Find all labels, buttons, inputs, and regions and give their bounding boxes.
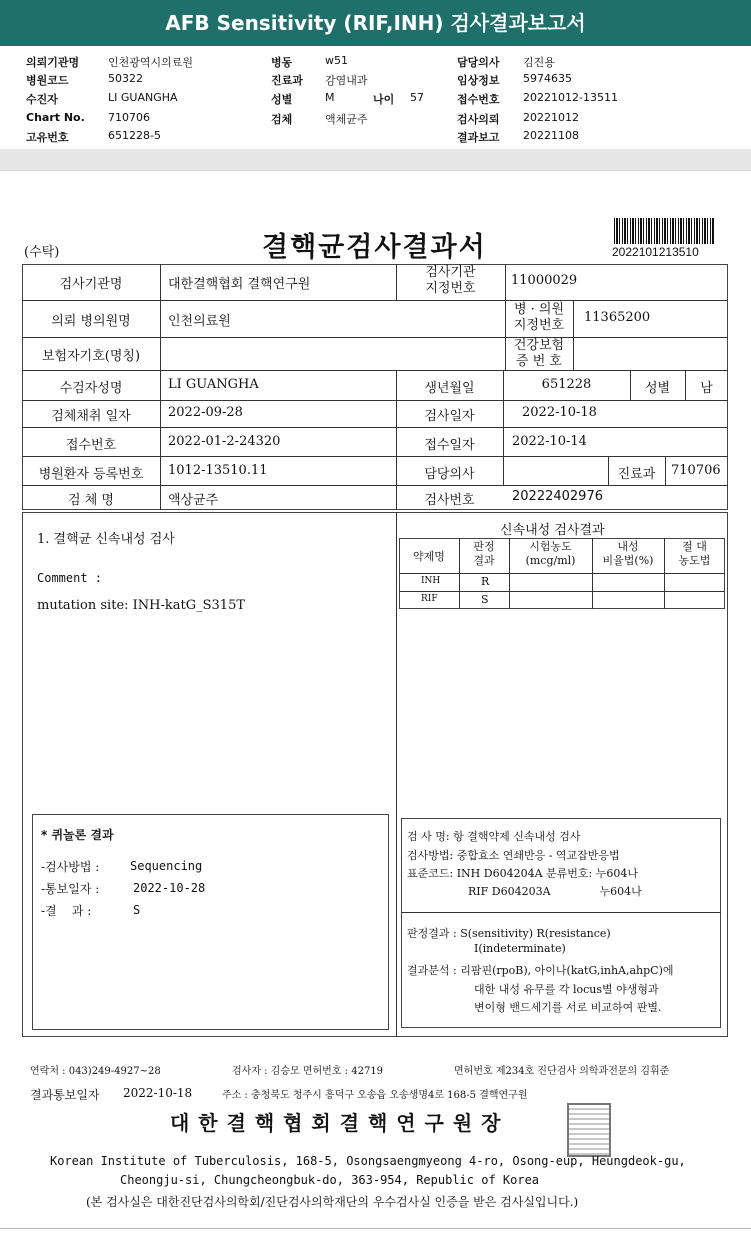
doctor-value: 김진용: [523, 56, 555, 69]
official-seal: [567, 1103, 611, 1157]
r4-label3: 성별: [644, 381, 671, 396]
info-line: 변이형 밴드세기를 서로 비교하여 판별.: [474, 1001, 662, 1014]
institute-name: 대 한 결 핵 협 회 결 핵 연 구 원 장: [170, 1111, 502, 1135]
address-en-1: Korean Institute of Tuberculosis, 168-5, Osongsaengmyeong 4-ro, Osong-eup, Heungdeok-gu,: [50, 1154, 686, 1168]
recipient-label: 수진자: [26, 93, 58, 106]
clinical-label: 임상정보: [457, 74, 500, 87]
notice-value: 2022-10-28: [133, 881, 206, 895]
org-label: 의뢰기관명: [26, 56, 80, 69]
receipt-value: 20221012-13511: [523, 91, 618, 104]
age-value: 57: [410, 91, 424, 104]
quinolone-box: [32, 814, 389, 1030]
r6-label: 접수번호: [65, 438, 117, 453]
ward-value: w51: [325, 54, 348, 67]
r7-label3: 진료과: [617, 467, 656, 482]
dept-value: 감염내과: [325, 74, 368, 87]
right-heading: 신속내성 검사결과: [500, 523, 605, 538]
r1-value2: 11000029: [511, 273, 578, 288]
quinolone-heading: * 퀴놀론 결과: [41, 828, 114, 842]
sex-value: M: [325, 91, 335, 104]
row-drug: RIF: [421, 594, 438, 604]
r1-label: 검사기관명: [59, 277, 123, 292]
r2-value: 인천의료원: [168, 314, 231, 329]
r5-label: 검체채취 일자: [51, 409, 131, 424]
r8-value2: 20222402976: [512, 489, 603, 504]
license: 면허번호 제234호 진단검사 의학과전문의 김휘준: [454, 1066, 670, 1077]
clinical-value: 5974635: [523, 72, 572, 85]
info-line: RIF D604203A 누604나: [468, 885, 642, 898]
result-label: -결 과 :: [41, 904, 92, 918]
r2-value2: 11365200: [584, 310, 651, 325]
unique-value: 651228-5: [108, 129, 161, 142]
row-result: S: [481, 593, 489, 606]
dept-label: 진료과: [271, 74, 303, 87]
info-line: 검 사 명: 항 결핵약제 신속내성 검사: [407, 830, 581, 843]
r7-label2: 담당의사: [424, 467, 475, 482]
certification: (본 검사실은 대한진단검사의학회/진단검사의학재단의 우수검사실 인증을 받은 검사실입니다.): [86, 1195, 579, 1209]
r2-label2: 병 · 의원 지정번호: [513, 302, 565, 333]
info-line: 검사방법: 중합효소 연쇄반응 - 역교잡반응법: [407, 849, 620, 862]
info-line: 결과분석 : 리팜핀(rpoB), 아이나(katG,inhA,ahpC)에: [407, 964, 674, 977]
chart-label: Chart No.: [26, 111, 85, 124]
r5-value2: 2022-10-18: [522, 405, 597, 420]
contact: 연락처 : 043)249-4927~28: [30, 1066, 161, 1077]
notice-date-label: 결과통보일자: [30, 1088, 100, 1102]
r4-value2: 651228: [541, 377, 592, 392]
barcode-number: 2022101213510: [612, 245, 699, 259]
r8-label2: 검사번호: [424, 493, 475, 508]
report-title: AFB Sensitivity (RIF,INH) 검사결과보고서: [0, 0, 751, 46]
ward-label: 병동: [271, 56, 293, 69]
r1-label2: 검사기관 지정번호: [425, 265, 476, 296]
r7-value: 1012-13510.11: [168, 463, 268, 478]
comment-label: Comment :: [37, 571, 103, 585]
doctor-label: 담당의사: [457, 56, 500, 69]
request-label: 검사의뢰: [457, 113, 500, 126]
request-value: 20221012: [523, 111, 579, 124]
specimen-label: 검체: [271, 113, 293, 126]
notice-label: -통보일자 :: [41, 882, 100, 896]
specimen-value: 액체균주: [325, 113, 368, 126]
info-line: 표준코드: INH D604204A 분류번호: 누604나: [407, 867, 638, 880]
r5-label2: 검사일자: [424, 409, 475, 424]
col-ratio: 내성 비율법(%): [602, 540, 654, 567]
mutation-site: mutation site: INH-katG_S315T: [37, 598, 246, 613]
r7-value3: 710706: [671, 463, 721, 478]
report-value: 20221108: [523, 129, 579, 142]
col-absolute: 절 대 농도법: [678, 540, 711, 567]
r5-value: 2022-09-28: [168, 405, 243, 420]
info-line: 대한 내성 유무를 각 locus별 야생형과: [474, 983, 659, 996]
r1-value: 대한결핵협회 결핵연구원: [168, 277, 311, 292]
r8-value: 액상균주: [168, 493, 219, 508]
r3-label: 보험자기호(명칭): [41, 349, 141, 364]
recipient-value: LI GUANGHA: [108, 91, 178, 104]
notice-date: 2022-10-18: [123, 1086, 193, 1100]
r2-label: 의뢰 병의원명: [51, 314, 131, 329]
unique-label: 고유번호: [26, 131, 69, 144]
tester: 검사자 : 김승모 면허번호 : 42719: [232, 1066, 384, 1077]
receipt-label: 접수번호: [457, 93, 500, 106]
row-result: R: [481, 575, 490, 588]
r3-label2: 건강보험 증 번 호: [513, 338, 565, 369]
consign-label: (수탁): [24, 245, 60, 260]
r6-value: 2022-01-2-24320: [168, 434, 281, 449]
method-label: -검사방법 :: [41, 860, 100, 874]
divider-band: [0, 149, 751, 171]
method-value: Sequencing: [130, 859, 203, 873]
r6-label2: 접수일자: [424, 438, 475, 453]
col-concentration: 시험농도 (mcg/ml): [525, 540, 576, 567]
r7-label: 병원환자 등록번호: [38, 467, 144, 482]
chart-value: 710706: [108, 111, 150, 124]
code-value: 50322: [108, 72, 143, 85]
col-drug: 약제명: [413, 550, 445, 563]
org-value: 인천광역시의료원: [108, 56, 194, 69]
result-value: S: [133, 903, 141, 917]
info-line: 판정결과 : S(sensitivity) R(resistance): [407, 927, 611, 940]
r4-value: LI GUANGHA: [168, 377, 259, 392]
r6-value2: 2022-10-14: [512, 434, 587, 449]
address-kr: 주소 : 충청북도 청주시 흥덕구 오송읍 오송생명4로 168-5 결핵연구원: [222, 1090, 528, 1101]
info-line: I(indeterminate): [474, 942, 566, 955]
col-result: 판정 결과: [473, 540, 495, 567]
r4-value3: 남: [700, 381, 713, 396]
report-label: 결과보고: [457, 131, 500, 144]
address-en-2: Cheongju-si, Chungcheongbuk-do, 363-954, Republic of Korea: [120, 1173, 540, 1187]
code-label: 병원코드: [26, 74, 69, 87]
r4-label2: 생년월일: [424, 381, 475, 396]
row-drug: INH: [421, 576, 441, 586]
left-heading: 1. 결핵균 신속내성 검사: [37, 532, 175, 547]
r4-label: 수검자성명: [59, 381, 123, 396]
age-label: 나이: [373, 93, 395, 106]
document-title: 결핵균검사결과서: [262, 232, 487, 263]
r8-label: 검 체 명: [68, 493, 114, 508]
barcode: [614, 218, 714, 244]
sex-label: 성별: [271, 93, 293, 106]
